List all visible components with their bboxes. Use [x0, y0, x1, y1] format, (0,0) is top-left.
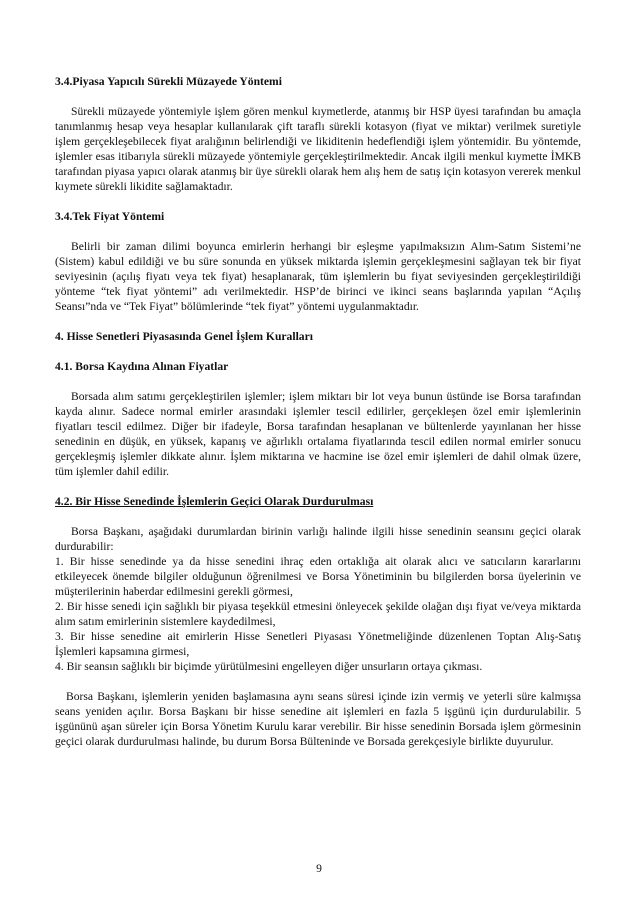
list-item: 3. Bir hisse senedine ait emirlerin Hisse Senetleri Piyasası Yönetmeliğinde düzenlenen Toptan Alış-Satış İşlemleri kapsamına girmesi, — [55, 630, 581, 658]
list-item: 4. Bir seansın sağlıklı bir biçimde yürütülmesini engelleyen diğer unsurların ortaya çıkması. — [55, 660, 483, 673]
paragraph-durdurma-closing: Borsa Başkanı, işlemlerin yeniden başlamasına aynı seans süresi içinde izin vermiş ve yeterli süre kalmışsa seans yeniden açılır. Borsa Başkanı bir hisse senedine ait işlemleri en fazla 5 işgünü için durdurulabilir. 5 işgününü aşan süreler için Borsa Yönetim Kurulu karar verebilir. Bir hisse senedinin Borsada işlem görmesinin geçici olarak durdurulması halinde, bu durum Borsa Bülteninde ve Borsada gerekçesiyle birlikte duyurulur. — [55, 690, 581, 748]
list-item: 1. Bir hisse senedinde ya da hisse senedini ihraç eden ortaklığa ait olarak alıcı ve satıcıların kararlarını etkileyecek önemde bilgiler olduğunun öğrenilmesi ve Borsa Yönetiminin bu bilgilerden borsa üyelerinin ve müşterilerinin haberdar edilmesini gerekli görmesi, — [55, 555, 581, 598]
document-page — [55, 74, 581, 749]
paragraph-borsa-kaydi: Borsada alım satımı gerçekleştirilen işlemler; işlem miktarı bir lot veya bunun üstünde ise Borsa tarafından kayda alınır. Sadece normal emirler arasındaki işlemler tescil edilirler, gerçekleşen özel emir işlemlerinin fiyatları tescil edilmez. Diğer bir ifadeyle, Borsa tarafından hesaplanan ve bültenlerde yayınlanan her hisse senedinin en düşük, en yüksek, kapanış ve ağırlıklı ortalama fiyatlarında tescil edilen normal emirler sonucu gerçekleşmiş işlemler dikkate alınır. İşlem miktarına ve hacmine ise özel emir işlemleri de dahil olmak üzere, tüm işlemler dahil edilir. — [55, 390, 581, 478]
page-number: 9 — [316, 862, 322, 875]
section-heading-3-4-tek-fiyat: 3.4.Tek Fiyat Yöntemi — [55, 210, 165, 223]
section-heading-4-genel-islem-kurallari: 4. Hisse Senetleri Piyasasında Genel İşlem Kuralları — [55, 330, 313, 343]
section-heading-3-4-piyasa-yapicili: 3.4.Piyasa Yapıcılı Sürekli Müzayede Yöntemi — [55, 75, 282, 88]
section-heading-4-1-borsa-kaydi: 4.1. Borsa Kaydına Alınan Fiyatlar — [55, 360, 229, 373]
paragraph-tek-fiyat: Belirli bir zaman dilimi boyunca emirlerin herhangi bir eşleşme yapılmaksızın Alım-Satım Sistemi’ne (Sistem) kabul edildiği ve bu süre sonunda en yüksek miktarda işlemin gerçekleşmesini sağlayan tek bir fiyat seviyesinin (açılış fiyatı veya tek fiyat) hesaplanarak, tüm işlemlerin bu fiyat seviyesinden gerçekleştirildiği yönteme “tek fiyat yöntemi” adı verilmektedir. HSP’de birinci ve ikinci seans başlarında yapılan “Açılış Seansı”nda ve “Tek Fiyat” bölümlerinde “tek fiyat” yöntemi uygulanmaktadır. — [55, 240, 581, 313]
section-heading-4-2-gecici-durdurma: 4.2. Bir Hisse Senedinde İşlemlerin Geçici Olarak Durdurulması — [55, 495, 374, 508]
paragraph-piyasa-yapicili: Sürekli müzayede yöntemiyle işlem gören menkul kıymetlerde, atanmış bir HSP üyesi tarafından bu amaçla tanımlanmış hesap veya hesaplar kullanılarak çift taraflı sürekli kotasyon (fiyat ve miktar) verilmek suretiyle işlem gerçekleşebilecek fiyat aralığının belirlendiği ve likiditenin hedeflendiği işlem yöntemidir. Bu yöntemde, işlemler esas itibarıyla sürekli müzayede yöntemiyle gerçekleştirilmektedir. Ancak ilgili menkul kıymette İMKB tarafından piyasa yapıcı olarak atanmış bir üye sürekli olarak hem alış hem de satış için kotasyon vererek menkul kıymete sürekli likidite sağlamaktadır. — [55, 105, 581, 193]
paragraph-durdurma-intro: Borsa Başkanı, aşağıdaki durumlardan birinin varlığı halinde ilgili hisse senedinin seansını geçici olarak durdurabilir: — [55, 525, 581, 553]
list-item: 2. Bir hisse senedi için sağlıklı bir piyasa teşekkül etmesini önleyecek şekilde olağan dışı fiyat ve/veya miktarda alım satım emirlerinin sistemlere kaydedilmesi, — [55, 600, 581, 628]
